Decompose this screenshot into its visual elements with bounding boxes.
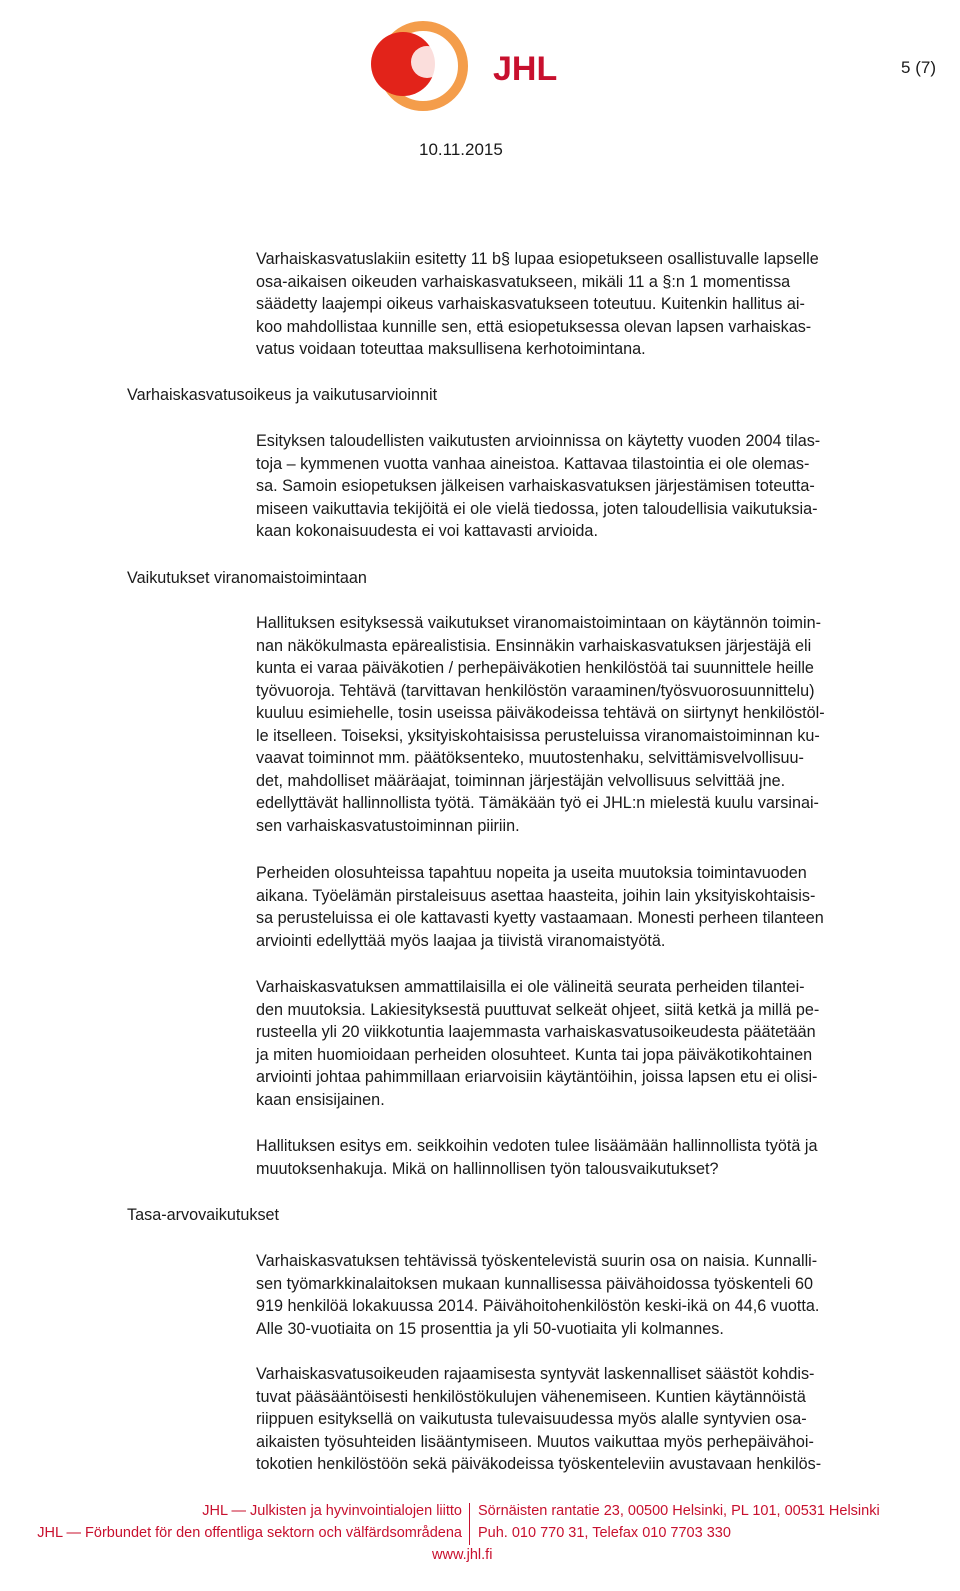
text-line: sa. Samoin esiopetuksen jälkeisen varhaiskasvatuksen järjestämisen toteutta- xyxy=(256,477,815,495)
text-line: koo mahdollistaa kunnille sen, että esiopetuksessa olevan lapsen varhaiskas- xyxy=(256,317,812,336)
text-line: miseen vaikuttavia tekijöitä ei ole vielä tiedossa, joten taloudellisia vaikutuksia- xyxy=(256,499,818,518)
text-line: Varhaiskasvatuksen tehtävissä työskentelevistä suurin osa on naisia. Kunnalli- xyxy=(256,1252,818,1270)
footer-organization xyxy=(0,1500,462,1544)
text-line: tokotien henkilöstöön sekä päiväkodeissa työskenteleviin avustavaan henkilös- xyxy=(256,1455,822,1473)
section-heading-viranomaistoiminta: Vaikutukset viranomaistoimintaan xyxy=(127,569,367,587)
text-line: osa-aikaisen oikeuden varhaiskasvatukseen, mikäli 11 a §:n 1 momentissa xyxy=(256,272,791,291)
logo-white-circle xyxy=(411,46,443,78)
page-number: 5 (7) xyxy=(901,58,936,77)
text-line: muutoksenhakuja. Mikä on hallinnollisen työn talousvaikutukset? xyxy=(256,1159,719,1178)
section-heading-tasa-arvovaikutukset: Tasa-arvovaikutukset xyxy=(127,1206,280,1224)
text-line: Varhaiskasvatusoikeuden rajaamisesta syntyvät laskennalliset säästöt kohdis- xyxy=(256,1365,815,1383)
text-line: kunta ei varaa päiväkotien / perhepäiväkotien henkilöstöä tai suunnittele heille xyxy=(256,659,814,677)
paragraph-esiopetus xyxy=(256,248,946,361)
text-line: 919 henkilöä lokakuussa 2014. Päivähoitohenkilöstön keski-ikä on 44,6 vuotta. xyxy=(256,1297,820,1315)
text-line: nan näkökulmasta epärealistisia. Ensinnäkin varhaiskasvatuksen järjestäjä eli xyxy=(256,636,812,655)
text-line: vaavat toiminnot mm. päätöksenteko, muutostenhaku, selvittämisvelvollisuu- xyxy=(256,749,804,767)
jhl-logo xyxy=(365,18,575,118)
footer-org-sv xyxy=(0,1522,462,1544)
text-line: työvuoroja. Tehtävä (tarvittavan henkilöstön varaaminen/työsvuorosuunnittelu) xyxy=(256,681,815,700)
text-line: Perheiden olosuhteissa tapahtuu nopeita ja useita muutoksia toimintavuoden xyxy=(256,864,807,882)
text-line: arviointi johtaa pahimmillaan eriarvoisiin käytäntöihin, joissa lapsen etu ei olisi- xyxy=(256,1068,818,1086)
text-line: sa perusteluissa ei ole kattavasti kyetty vastaamaan. Monesti perheen tilanteen xyxy=(256,909,824,927)
paragraph-saastot xyxy=(256,1363,946,1476)
paragraph-taloudelliset-vaikutukset xyxy=(256,430,946,543)
text-line: Alle 30-vuotiaita on 15 prosenttia ja yli 50-vuotiaita yli kolmannes. xyxy=(256,1319,724,1338)
text-line: säädetty laajempi oikeus varhaiskasvatukseen toteutuu. Kuitenkin hallitus ai- xyxy=(256,295,805,313)
text-line: den muutoksia. Lakiesityksestä puuttuvat selkeät ohjeet, siitä ketkä ja millä pe- xyxy=(256,1000,820,1019)
text-line: det, mahdolliset määräajat, toiminnan järjestäjän velvollisuus selvittää jne. xyxy=(256,771,786,790)
text-line: kaan ensisijainen. xyxy=(256,1090,385,1109)
footer-address: Sörnäisten rantatie 23, 00500 Helsinki, PL 101, 00531 Helsinki xyxy=(478,1503,880,1519)
text-line: kuuluu esimiehelle, tosin useissa päiväkodeissa tehtävä on siirtynyt henkilöstöl- xyxy=(256,704,825,722)
logo-wordmark: JHL xyxy=(493,50,558,88)
footer-brand: JHL xyxy=(37,1525,63,1541)
footer-contact xyxy=(478,1500,948,1544)
text-line: ja miten huomioidaan perheiden olosuhteet. Kunta tai jopa päiväkotikohtainen xyxy=(256,1045,813,1064)
footer-org-fi xyxy=(0,1500,462,1522)
text-line: Varhaiskasvatuslakiin esitetty 11 b§ lupaa esiopetukseen osallistuvalle lapselle xyxy=(256,250,819,268)
text-line: riippuen esityksellä on vaikutusta tulevaisuudessa myös alalle syntyvien osa- xyxy=(256,1410,807,1428)
text-line: Varhaiskasvatuksen ammattilaisilla ei ole välineitä seurata perheiden tilantei- xyxy=(256,978,805,996)
section-heading-vaikutusarvioinnit: Varhaiskasvatusoikeus ja vaikutusarvioinnit xyxy=(127,386,438,404)
text-line: rusteella yli 20 viikkotuntia laajemmasta varhaiskasvatusoikeudesta päätetään xyxy=(256,1023,816,1041)
document-date: 10.11.2015 xyxy=(419,140,503,159)
text-line: kaan kokonaisuudesta ei voi kattavasti arvioida. xyxy=(256,522,598,540)
text-line: toja – kymmenen vuotta vanhaa aineistoa. Kattavaa tilastointia ei ole olemas- xyxy=(256,454,810,473)
text-line: edellyttävät hallinnollista työtä. Tämäkään työ ei JHL:n mielestä kuulu varsinai- xyxy=(256,794,819,812)
paragraph-henkilosto xyxy=(256,1250,946,1340)
footer-brand: JHL xyxy=(202,1503,228,1519)
footer-divider xyxy=(469,1503,470,1545)
text-line: Hallituksen esitys em. seikkoihin vedoten tulee lisäämään hallinnollista työtä ja xyxy=(256,1137,818,1155)
paragraph-hallinnollinen-tyo xyxy=(256,1135,946,1180)
text-line: aikana. Työelämän pirstaleisuus asettaa haasteita, joihin lain yksityiskohtaisis- xyxy=(256,886,816,905)
text-line: Hallituksen esityksessä vaikutukset viranomaistoimintaan on käytännön toimin- xyxy=(256,614,822,632)
text-line: sen työmarkkinalaitoksen mukaan kunnallisessa päivähoidossa työskenteli 60 xyxy=(256,1274,813,1293)
text-line: sen varhaiskasvatustoiminnan piiriin. xyxy=(256,816,520,835)
text-line: le itselleen. Toiseksi, yksityiskohtaisissa perusteluissa viranomaistoiminnan ku- xyxy=(256,726,820,745)
paragraph-viranomaistoiminta xyxy=(256,612,946,837)
text-line: Esityksen taloudellisten vaikutusten arvioinnissa on käytetty vuoden 2004 tilas- xyxy=(256,432,821,450)
paragraph-ammattilaiset xyxy=(256,976,946,1111)
text-line: arviointi edellyttää myös laajaa ja tiivistä viranomaistyötä. xyxy=(256,931,666,950)
text-line: aikaisten työsuhteiden lisääntymiseen. Muutos vaikuttaa myös perhepäivähoi- xyxy=(256,1432,814,1451)
footer-phone: Puh. 010 770 31, Telefax 010 7703 330 xyxy=(478,1525,731,1541)
text-line: vatus voidaan toteuttaa maksullisena kerhotoimintana. xyxy=(256,340,646,358)
paragraph-perheiden-olosuhteet xyxy=(256,862,946,952)
footer-org-name-sv: — Förbundet för den offentliga sektorn och välfärdsområdena xyxy=(62,1525,462,1541)
footer-org-name-fi: — Julkisten ja hyvinvointialojen liitto xyxy=(227,1503,462,1519)
text-line: tuvat pääsääntöisesti henkilöstökulujen vähenemiseen. Kuntien käytännöistä xyxy=(256,1387,806,1406)
footer-website-link[interactable]: www.jhl.fi xyxy=(432,1547,493,1563)
